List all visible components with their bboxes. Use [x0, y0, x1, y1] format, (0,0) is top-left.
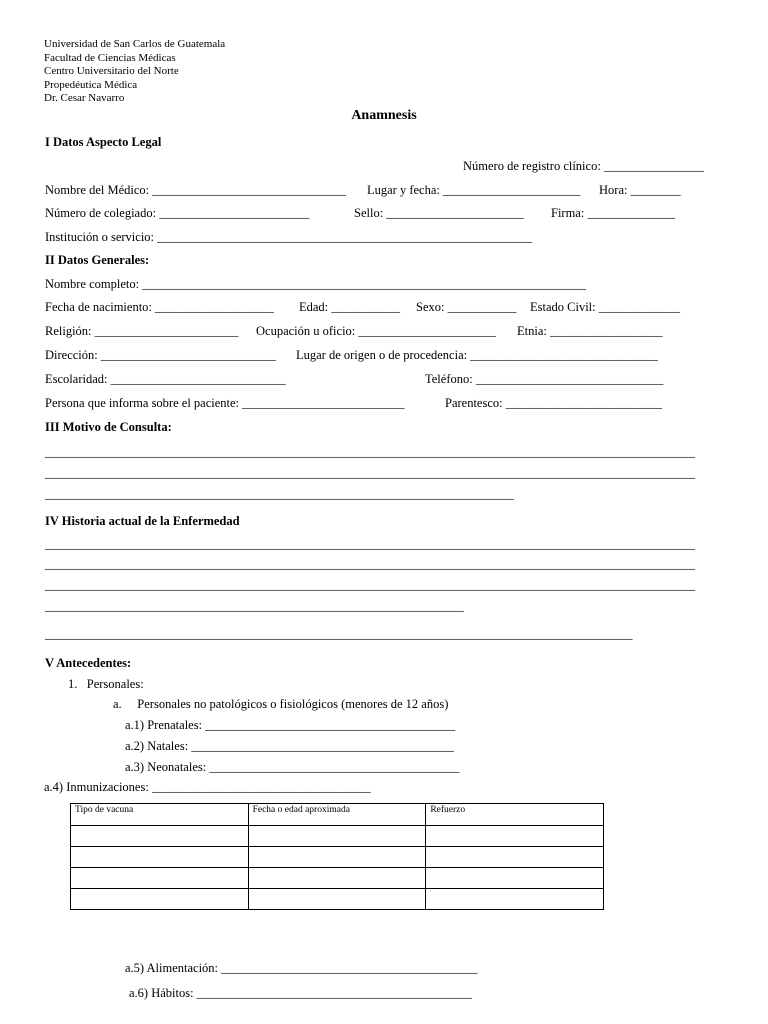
field-firma: Firma: ______________ — [551, 206, 675, 220]
table-cell — [71, 847, 249, 868]
blank-line: ________________________________________________________________________________________________________ — [45, 466, 695, 480]
field-neonatales: a.3) Neonatales: ________________________________________ — [125, 760, 460, 774]
field-lugar-fecha: Lugar y fecha: ______________________ — [367, 183, 581, 197]
field-nacimiento: Fecha de nacimiento: ___________________ — [45, 300, 274, 314]
field-alimentacion: a.5) Alimentación: _________________________________________ — [125, 961, 478, 975]
item-personales: 1. Personales: — [68, 677, 144, 691]
field-habitos: a.6) Hábitos: ____________________________________________ — [129, 986, 472, 1000]
blank-line: ___________________________________________________________________________ — [45, 487, 514, 501]
field-direccion: Dirección: ____________________________ — [45, 348, 276, 362]
field-informante: Persona que informa sobre el paciente: __________________________ — [45, 396, 405, 410]
table-cell — [426, 889, 604, 910]
table-cell — [426, 847, 604, 868]
section-heading-motivo: III Motivo de Consulta: — [45, 420, 172, 434]
table-cell — [248, 889, 426, 910]
table-cell — [71, 889, 249, 910]
header-line: Facultad de Ciencias Médicas — [44, 51, 176, 64]
field-parentesco: Parentesco: _________________________ — [445, 396, 662, 410]
blank-line: ________________________________________________________________________________________________________ — [45, 557, 695, 571]
page-title: Anamnesis — [351, 108, 417, 123]
table-cell — [71, 826, 249, 847]
field-nombre-completo: Nombre completo: _______________________________________________________________________ — [45, 277, 586, 291]
section-heading-historia: IV Historia actual de la Enfermedad — [45, 514, 240, 528]
table-row — [71, 868, 604, 889]
section-heading-antecedentes: V Antecedentes: — [45, 656, 132, 670]
table-cell — [248, 847, 426, 868]
field-sello: Sello: ______________________ — [354, 206, 524, 220]
field-colegiado: Número de colegiado: ________________________ — [45, 206, 310, 220]
field-medico: Nombre del Médico: _______________________________ — [45, 183, 347, 197]
field-institucion: Institución o servicio: ____________________________________________________________ — [45, 230, 533, 244]
table-row — [71, 826, 604, 847]
section-heading-legal: I Datos Aspecto Legal — [45, 135, 162, 149]
table-cell — [426, 826, 604, 847]
field-estado-civil: Estado Civil: _____________ — [530, 300, 680, 314]
item-no-patologicos: a. Personales no patológicos o fisiológicos (menores de 12 años) — [113, 697, 449, 711]
header-line: Propedéutica Médica — [44, 78, 138, 91]
field-origen: Lugar de origen o de procedencia: ______________________________ — [296, 348, 658, 362]
column-header: Fecha o edad aproximada — [248, 804, 426, 826]
field-religion: Religión: _______________________ — [45, 324, 239, 338]
field-edad: Edad: ___________ — [299, 300, 401, 314]
table-cell — [248, 868, 426, 889]
header-line: Dr. Cesar Navarro — [44, 92, 125, 105]
field-hora: Hora: ________ — [599, 183, 681, 197]
table-row — [71, 847, 604, 868]
institution-header — [44, 38, 225, 106]
column-header: Tipo de vacuna — [71, 804, 249, 826]
table-row — [71, 889, 604, 910]
blank-line: ________________________________________________________________________________________________________ — [45, 578, 695, 592]
table-cell — [71, 868, 249, 889]
field-registro: Número de registro clínico: ________________ — [463, 159, 704, 173]
field-ocupacion: Ocupación u oficio: ______________________ — [256, 324, 496, 338]
field-inmunizaciones: a.4) Inmunizaciones: ___________________________________ — [44, 780, 371, 794]
blank-line: ___________________________________________________________________ — [45, 599, 464, 613]
header-line: Universidad de San Carlos de Guatemala — [44, 38, 226, 50]
field-etnia: Etnia: __________________ — [517, 324, 663, 338]
blank-line: ________________________________________________________________________________________________________ — [45, 537, 695, 551]
field-escolaridad: Escolaridad: ____________________________ — [45, 372, 286, 386]
vaccination-table — [70, 803, 604, 910]
header-line: Centro Universitario del Norte — [44, 65, 179, 78]
field-telefono: Teléfono: ______________________________ — [425, 372, 664, 386]
table-cell — [426, 868, 604, 889]
table-cell — [248, 826, 426, 847]
blank-line: ______________________________________________________________________________________________ — [45, 627, 633, 641]
column-header: Refuerzo — [426, 804, 604, 826]
field-sexo: Sexo: ___________ — [416, 300, 517, 314]
section-heading-generales: II Datos Generales: — [45, 253, 150, 267]
blank-line: ________________________________________________________________________________________________________ — [45, 445, 695, 459]
field-natales: a.2) Natales: __________________________________________ — [125, 739, 454, 753]
field-prenatales: a.1) Prenatales: ________________________________________ — [125, 718, 456, 732]
table-header-row — [71, 804, 604, 826]
